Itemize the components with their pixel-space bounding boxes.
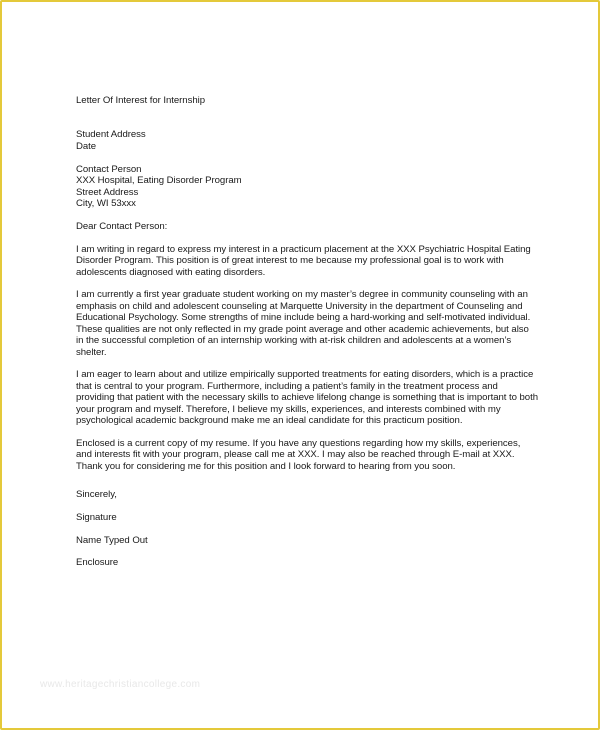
body-paragraph-4: Enclosed is a current copy of my resume. If you have any questions regarding how my skills, experiences, and interests fit with your program, please call me at XXX. I may also be reached through E-mail at XXX. Thank you for considering me for this position and I look forward to hearing from you soon. [76, 437, 521, 472]
recipient-street: Street Address [76, 186, 139, 198]
recipient-organization: XXX Hospital, Eating Disorder Program [76, 175, 242, 187]
enclosure-line: Enclosure [76, 557, 119, 569]
recipient-block [76, 164, 538, 210]
body-paragraph-2: I am currently a first year graduate student working on my master’s degree in community counseling with an emphasis on child and adolescent counseling at Marquette University in the department of Counseling and Educational Psychology. Some strengths of mine include being a hard-working and self-motivated individual. These qualities are not only reflected in my grade point average and other academic achievements, but also in the successful completion of an internship working with at-risk children and adolescents at a women’s shelter. [76, 289, 531, 358]
recipient-contact: Contact Person [76, 163, 142, 175]
letter-title: Letter Of Interest for Internship [76, 95, 205, 106]
sender-address: Student Address [76, 129, 146, 141]
salutation: Dear Contact Person: [76, 220, 168, 232]
sender-date: Date [76, 140, 97, 152]
signature: Signature [76, 511, 117, 523]
closing: Sincerely, [76, 489, 117, 501]
recipient-city: City, WI 53xxx [76, 197, 136, 209]
body-paragraph-3: I am eager to learn about and utilize empirically supported treatments for eating disorders, which is a practice that is central to your program. Furthermore, including a patient’s family in the treatment process and providing that patient with the necessary skills to achieve lifelong change is something that is important to both your program and myself. Therefore, I believe my skills, experiences, and interests combined with my psychological academic background make me an ideal candidate for this practicum position. [76, 369, 538, 427]
watermark: www.heritagechristiancollege.com [40, 679, 201, 690]
sender-block [76, 129, 538, 152]
letter-body [76, 95, 538, 580]
name-typed-out: Name Typed Out [76, 534, 148, 546]
body-paragraph-1: I am writing in regard to express my interest in a practicum placement at the XXX Psychiatric Hospital Eating Disorder Program. This position is of great interest to me because my professional goal is to work with adolescents diagnosed with eating disorders. [76, 243, 531, 278]
